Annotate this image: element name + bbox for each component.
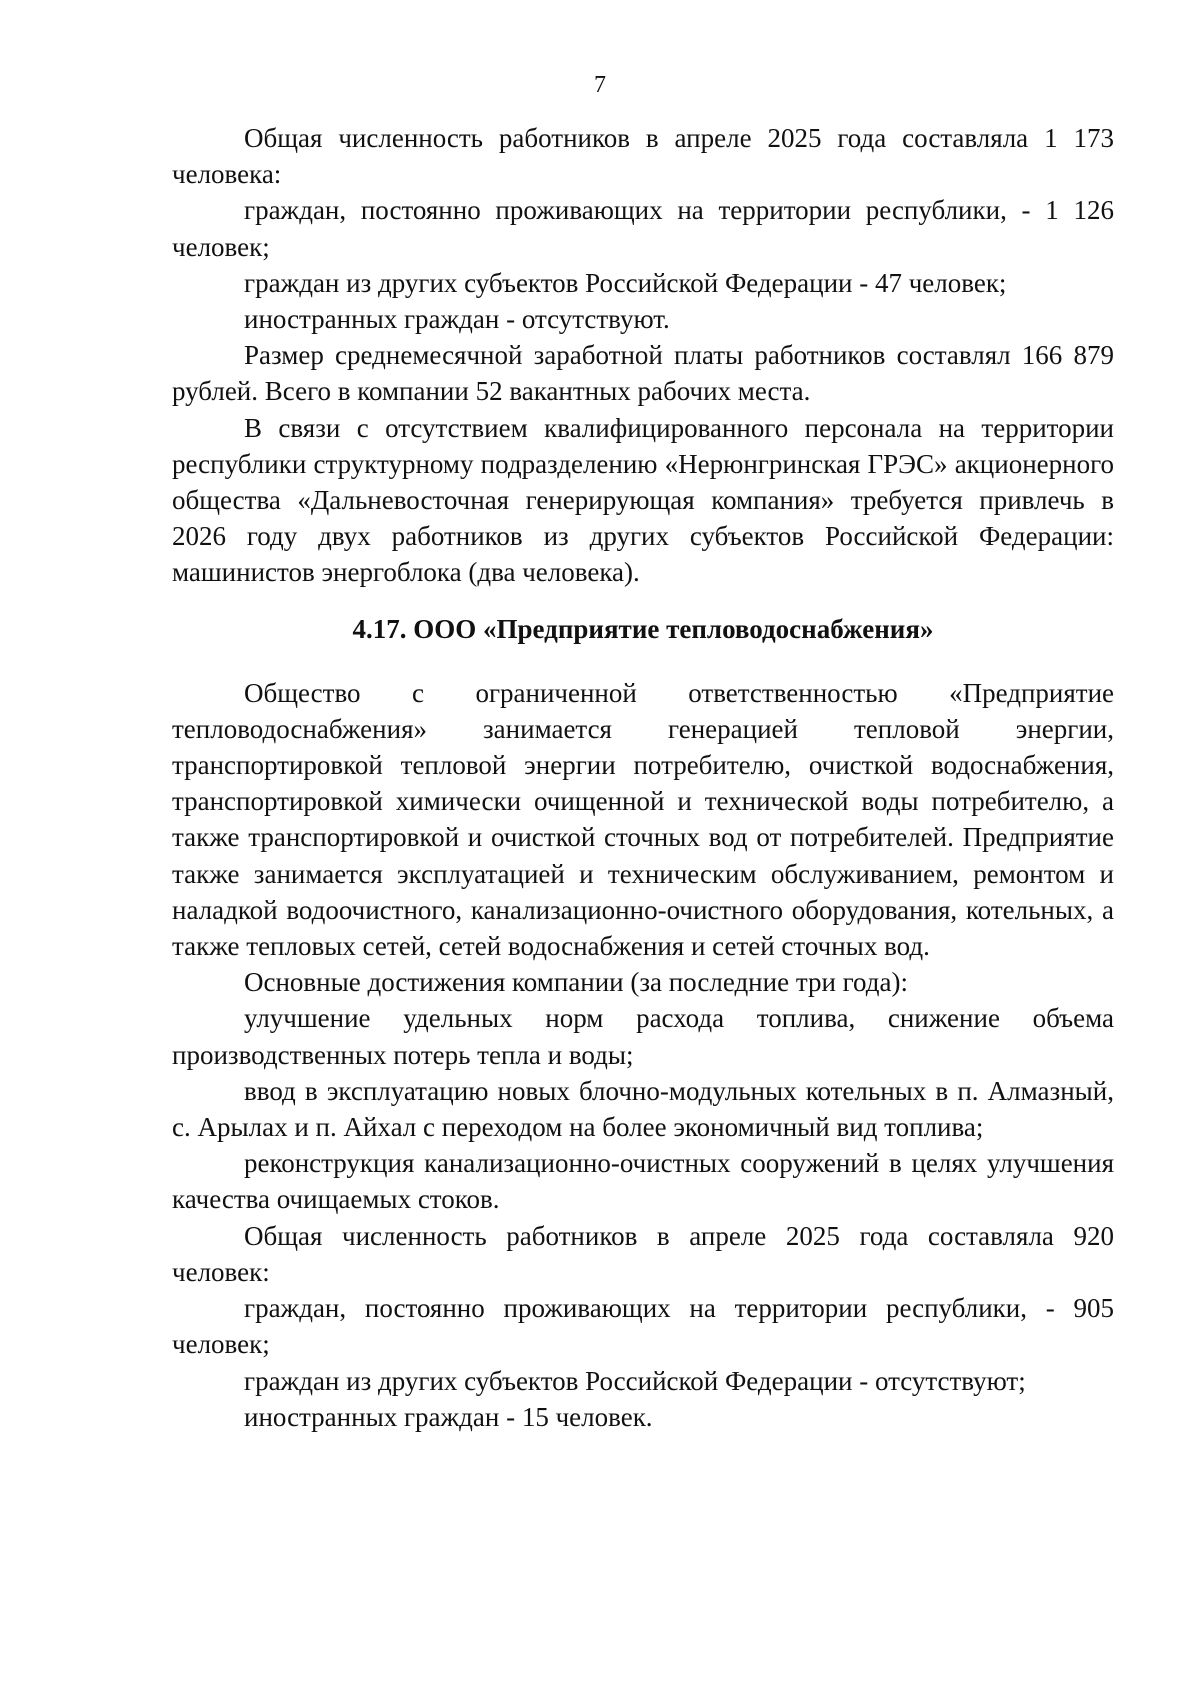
paragraph: В связи с отсутствием квалифицированного персонала на территории республики структурному подразделению «Нерюнгринская ГРЭС» акционерного общества «Дальневосточная генерирующая компания» требуется привлечь в 2026 году двух работников из других субъектов Российской Федерации: машинистов энергоблока (два человека). (172, 412, 1114, 588)
paragraph: Основные достижения компании (за последние три года): (244, 967, 908, 998)
section-heading: 4.17. ООО «Предприятие тепловодоснабжения» (352, 613, 934, 644)
paragraph: Размер среднемесячной заработной платы работников составлял 166 879 рублей. Всего в компании 52 вакантных рабочих места. (172, 340, 1114, 407)
paragraph: граждан, постоянно проживающих на территории республики, - 1 126 человек; (172, 195, 1114, 262)
page-number: 7 (594, 72, 606, 98)
paragraph: граждан из других субъектов Российской Федерации - отсутствуют; (244, 1365, 1026, 1396)
paragraph: Общая численность работников в апреле 2025 года составляла 920 человек: (172, 1220, 1114, 1287)
paragraph: реконструкция канализационно-очистных сооружений в целях улучшения качества очищаемых стоков. (172, 1148, 1114, 1215)
paragraph: улучшение удельных норм расхода топлива, снижение объема производственных потерь тепла и воды; (172, 1003, 1114, 1070)
paragraph: граждан, постоянно проживающих на территории республики, - 905 человек; (172, 1293, 1114, 1360)
paragraph: иностранных граждан - 15 человек. (244, 1401, 653, 1432)
page-content (172, 120, 1114, 1435)
paragraph: иностранных граждан - отсутствуют. (244, 304, 670, 335)
paragraph: ввод в эксплуатацию новых блочно-модульных котельных в п. Алмазный, с. Арылах и п. Айхал с переходом на более экономичный вид топлива; (172, 1075, 1114, 1143)
paragraph: Общая численность работников в апреле 2025 года составляла 1 173 человека: (172, 123, 1114, 190)
paragraph: Общество с ограниченной ответственностью «Предприятие тепловодоснабжения» занимается генерацией тепловой энергии, транспортировкой тепловой энергии потребителю, очисткой водоснабжения, транспортировкой химически очищенной и технической воды потребителю, а также транспортировкой и очисткой сточных вод от потребителей. Предприятие также занимается эксплуатацией и техническим обслуживанием, ремонтом и наладкой водоочистного, канализационно-очистного оборудования, котельных, а также тепловых сетей, сетей водоснабжения и сетей сточных вод. (172, 677, 1114, 962)
spacer (172, 647, 1114, 675)
paragraph: граждан из других субъектов Российской Федерации - 47 человек; (244, 267, 1007, 298)
spacer (172, 591, 1114, 611)
